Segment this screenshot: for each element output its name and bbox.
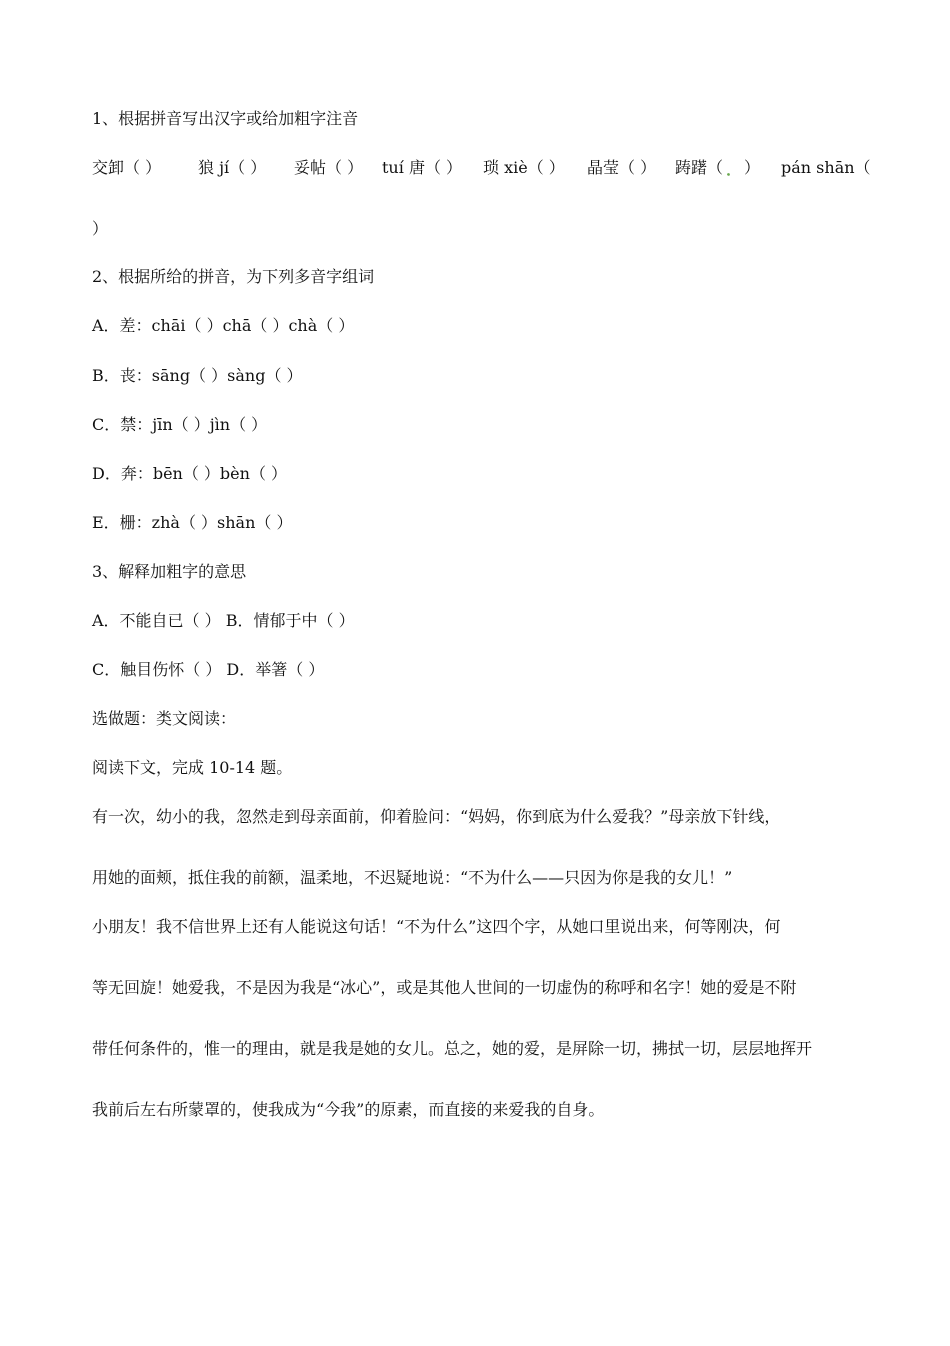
- q3-title: 3、解释加粗字的意思: [92, 562, 247, 581]
- q2-option-a: A．差：chāi（ ）chā（ ）chà（ ）: [92, 316, 355, 335]
- passage-p2-line1: 小朋友！我不信世界上还有人能说这句话！“不为什么”这四个字，从她口里说出来，何等刚决，何: [92, 917, 781, 936]
- reading-instruction: 阅读下文，完成 10-14 题。: [92, 758, 293, 777]
- q2-option-c: C．禁：jīn（ ）jìn（ ）: [92, 415, 268, 434]
- passage-p2-line4: 我前后左右所蒙罩的，使我成为“今我”的原素，而直接的来爱我的自身。: [92, 1100, 605, 1119]
- q1-item: pán shān（: [781, 158, 871, 177]
- q1-item: 晶莹（ ）: [587, 158, 657, 177]
- q1-title: 1、根据拼音写出汉字或给加粗字注音: [92, 109, 359, 128]
- q1-tail: ）: [92, 219, 109, 238]
- q2-title: 2、根据所给的拼音，为下列多音字组词: [92, 267, 375, 286]
- passage-p2-line2: 等无回旋！她爱我，不是因为我是“冰心”，或是其他人世间的一切虚伪的称呼和名字！她的爱是不附: [92, 978, 797, 997]
- q3-row-1: A．不能自已（ ） B．情郁于中（ ）: [92, 611, 355, 630]
- q1-item: 妥帖（ ）: [294, 158, 364, 177]
- passage-p1-line2: 用她的面颊，抵住我的前额，温柔地，不迟疑地说：“不为什么——只因为你是我的女儿！”: [92, 868, 733, 887]
- q2-option-e: E．栅：zhà（ ）shān（ ）: [92, 513, 293, 532]
- q2-option-b: B．丧：sāng（ ）sàng（ ）: [92, 366, 303, 385]
- q1-item: 交卸（ ）: [92, 158, 162, 177]
- q2-option-d: D．奔：bēn（ ）bèn（ ）: [92, 464, 288, 483]
- reading-heading: 选做题：类文阅读：: [92, 709, 237, 728]
- q1-item: 琐 xiè（ ）: [483, 158, 565, 177]
- q1-item: tuí 唐（ ）: [382, 158, 463, 177]
- passage-p1-line1: 有一次，幼小的我，忽然走到母亲面前，仰着脸问：“妈妈，你到底为什么爱我？”母亲放下针线，: [92, 807, 781, 826]
- q1-item: ）: [744, 158, 761, 177]
- q3-row-2: C．触目伤怀（ ） D．举箸（ ）: [92, 660, 325, 679]
- q1-item: 狼 jí（ ）: [198, 158, 267, 177]
- emphasis-dot: ．: [726, 160, 743, 179]
- q1-item: 踌躇（: [675, 158, 724, 177]
- passage-p2-line3: 带任何条件的，惟一的理由，就是我是她的女儿。总之，她的爱，是屏除一切，拂拭一切，层层地挥开: [92, 1039, 813, 1058]
